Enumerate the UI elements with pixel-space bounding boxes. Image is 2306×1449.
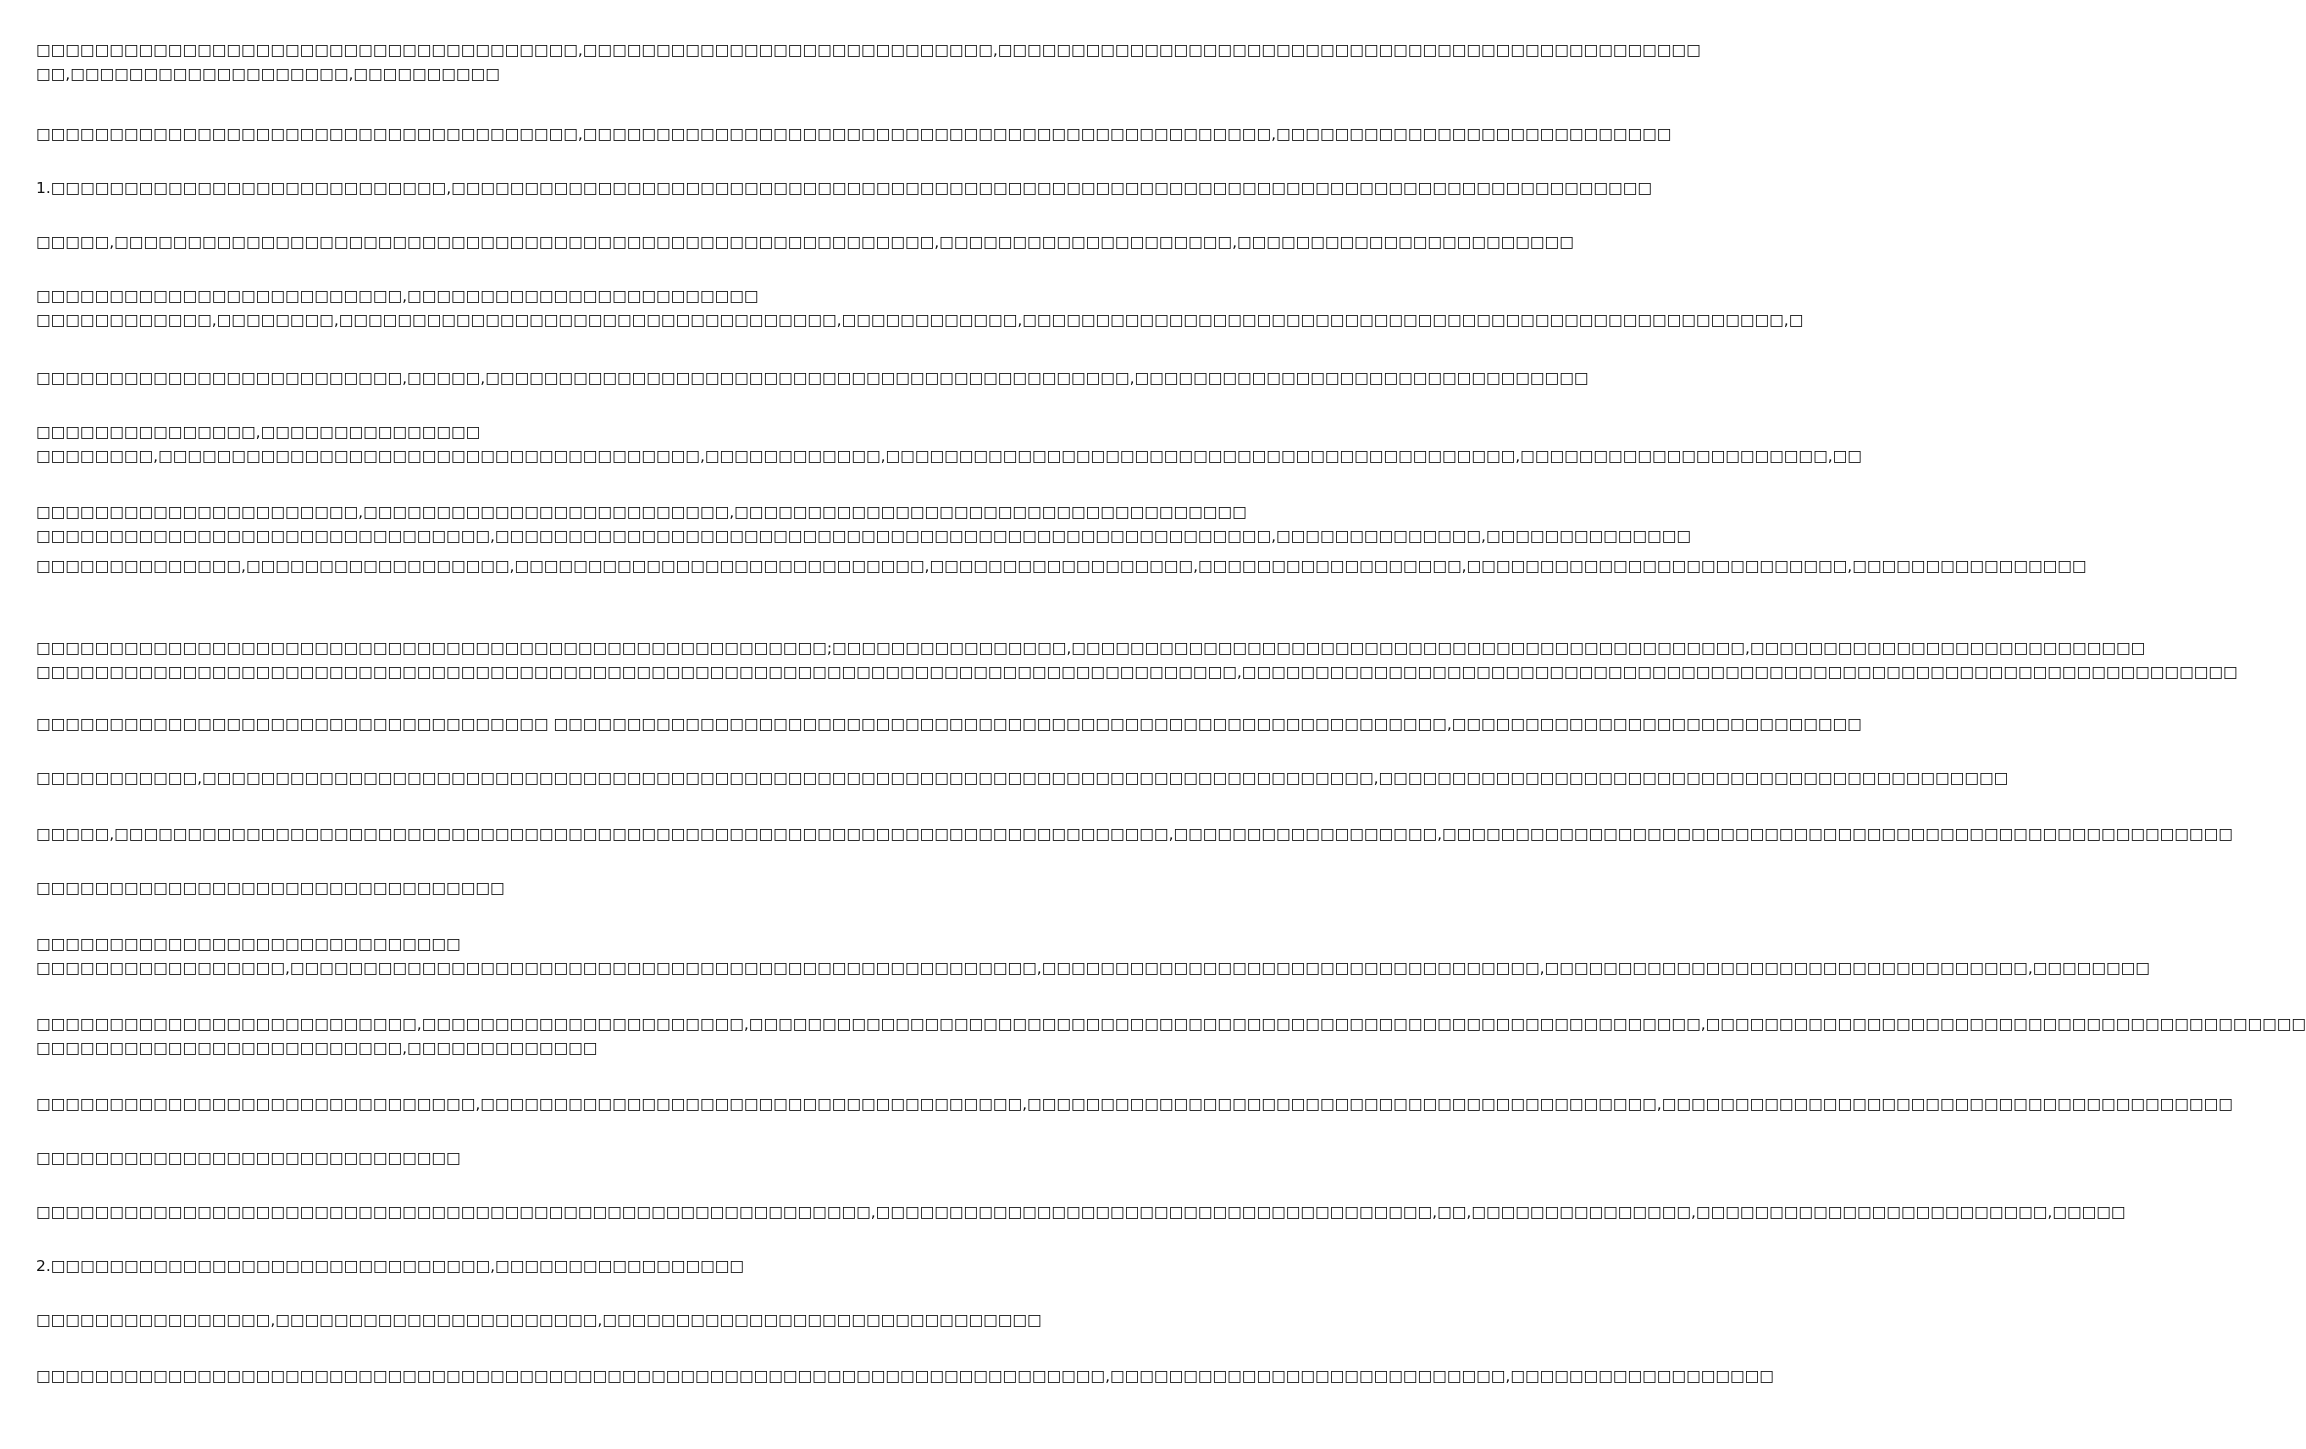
paragraph-line: □□□□□□□□□□□□□□□□□□□□□□□□□□□□□ [36,935,461,953]
paragraph [36,876,990,900]
paragraph-line: □□□□□,□□□□□□□□□□□□□□□□□□□□□□□□□□□□□□□□□□□□□□□□□□□□□□□□□□□□□□□□□□□□□□□□□□□□□□□□,□□□□□□□□□□□□□□□□□□,□□□□□□□□□□□□□□□□□□□□□□□□□□□□□□□□□□□□□□□□□□□□□□□□□□□□□□ [36,825,2233,843]
paragraph [36,822,2233,846]
paragraph-line: □□□□□□□□□□□□□□□□□□□□□□□□□□□□□□□□□□□□□□□□□□□□□□□□□□□□□□;□□□□□□□□□□□□□□□□,□□□□□□□□□□□□□□□□□□□□□□□□□□□□□□□□□□□□□□□□□□□□□□,□□□□□□□□□□□□□□□□□□□□□□□□□□□ [36,639,2146,657]
paragraph-line: □□□□□□□□□□□□□□□□□□□□□□□□□□□□□□□□□□□□□,□□□□□□□□□□□□□□□□□□□□□□□□□□□□□□□□□□□□□□□□□□□□□□□,□□□□□□□□□□□□□□□□□□□□□□□□□□□ [36,125,1672,143]
paragraph-line: □□□□□□□□□□□□□□□□□□□□□□□□□□□□□ [36,1149,461,1167]
paragraph-line: □□□□□□□□,□□□□□□□□□□□□□□□□□□□□□□□□□□□□□□□□□□□□□,□□□□□□□□□□□□,□□□□□□□□□□□□□□□□□□□□□□□□□□□□□□□□□□□□□□□□□□□,□□□□□□□□□□□□□□□□□□□□□,□□ [36,447,1862,465]
paragraph [36,554,2087,578]
paragraph-line: □□□□□□□□□□□□□□□□□□□□□□□□□□,□□□□□□□□□□□□□□□□□□□□□□,□□□□□□□□□□□□□□□□□□□□□□□□□□□□□□□□□□□□□□□□□□□□□□□□□□□□□□□□□□□□□□□□□,□□□□□□□□□□□□□□□□□□□□□□□□□□□□□□□□□□□□□□□□□ [36,1015,2306,1033]
paragraph [36,284,1804,332]
paragraph-line: □□□□□□□□□□□□□□□□□□□□□□□□□□□□□□□□□□□□□□□□□□□□□□□□□□□□□□□□□,□□□□□□□□□□□□□□□□□□□□□□□□□□□□□□□□□□□□□□,□□,□□□□□□□□□□□□□□□,□□□□□□□□□□□□□□□□□□□□□□□□,□□□□□ [36,1203,2126,1221]
paragraph [36,176,1652,200]
paragraph [36,712,1862,736]
paragraph-line: □□□□□□□□□□□□□□□,□□□□□□□□□□□□□□□ [36,423,481,441]
paragraph [36,1092,2233,1116]
paragraph-line: □□□□□□□□□□□□□□□□□□□□□□□□□□□□□□□,□□□□□□□□□□□□□□□□□□□□□□□□□□□□□□□□□□□□□□□□□□□□□□□□□□□□□,□□□□□□□□□□□□□□,□□□□□□□□□□□□□□ [36,527,1691,545]
paragraph [36,38,1701,86]
paragraph [36,1254,990,1278]
paragraph [36,932,2150,980]
paragraph-line: 2.□□□□□□□□□□□□□□□□□□□□□□□□□□□□□□,□□□□□□□□□□□□□□□□□ [36,1257,745,1275]
paragraph [36,500,1691,548]
paragraph-line: □□,□□□□□□□□□□□□□□□□□□□,□□□□□□□□□□ [36,65,500,83]
paragraph-line: □□□□□□□□□□□□□□□□□□□□□□□□□,□□□□□□□□□□□□□ [36,1039,598,1057]
paragraph-line: □□□□□□□□□□□□□□□□□□□□□□□□□□□□□□□□□□□□□□□□□□□□□□□□□□□□□□□□□□□□□□□□□□□□□□□□□□□□□□□□□□,□□□□□□□□□□□□□□□□□□□□□□□□□□□□□□□□□□□□□□□□□□□□□□□□□□□□□□□□□□□□□□□□□□□□ [36,663,2238,681]
paragraph-line: □□□□□□□□□□□□□□□□□□□□□□□□□□□□□□□□□□□□□□□□□□□□□□□□□□□□□□□□□□□□□□□□□□□□□□□□□,□□□□□□□□□□□□□□□□□□□□□□□□□□□,□□□□□□□□□□□□□□□□□□ [36,1367,1774,1385]
paragraph [36,1146,990,1170]
document-body [36,38,2306,1438]
paragraph [36,1200,2126,1224]
paragraph [36,366,1589,390]
paragraph [36,420,1862,468]
paragraph [36,766,2009,790]
paragraph-line: □□□□□□□□□□□□□□,□□□□□□□□□□□□□□□□□□,□□□□□□□□□□□□□□□□□□□□□□□□□□□□,□□□□□□□□□□□□□□□□□□,□□□□□□□□□□□□□□□□□□,□□□□□□□□□□□□□□□□□□□□□□□□□□,□□□□□□□□□□□□□□□□ [36,557,2087,575]
paragraph-line: 1.□□□□□□□□□□□□□□□□□□□□□□□□□□□,□□□□□□□□□□□□□□□□□□□□□□□□□□□□□□□□□□□□□□□□□□□□□□□□□□□□□□□□□□□□□□□□□□□□□□□□□□□□□□□□□□ [36,179,1652,197]
paragraph [36,1012,2306,1060]
paragraph [36,122,1672,146]
paragraph [36,1364,1774,1388]
paragraph [36,636,2238,684]
paragraph-line: □□□□□□□□□□□,□□□□□□□□□□□□□□□□□□□□□□□□□□□□□□□□□□□□□□□□□□□□□□□□□□□□□□□□□□□□□□□□□□□□□□□□□□□□□□□□,□□□□□□□□□□□□□□□□□□□□□□□□□□□□□□□□□□□□□□□□□□□ [36,769,2009,787]
paragraph-line: □□□□□□□□□□□□□□□□□,□□□□□□□□□□□□□□□□□□□□□□□□□□□□□□□□□□□□□□□□□□□□□□□□□□□,□□□□□□□□□□□□□□□□□□□□□□□□□□□□□□□□□□,□□□□□□□□□□□□□□□□□□□□□□□□□□□□□□□□□,□□□□□□□□ [36,959,2150,977]
paragraph [36,1308,1042,1332]
paragraph-line: □□□□□□□□□□□□□□□□□□□□□□,□□□□□□□□□□□□□□□□□□□□□□□□□,□□□□□□□□□□□□□□□□□□□□□□□□□□□□□□□□□□□ [36,503,1247,521]
paragraph-line: □□□□□□□□□□□□□□□□□□□□□□□□□□□□□□□□□□□ □□□□□□□□□□□□□□□□□□□□□□□□□□□□□□□□□□□□□□□□□□□□□□□□□□□□□□□□□□□□□,□□□□□□□□□□□□□□□□□□□□□□□□□□□□ [36,715,1862,733]
paragraph-line: □□□□□□□□□□□□□□□□,□□□□□□□□□□□□□□□□□□□□□□,□□□□□□□□□□□□□□□□□□□□□□□□□□□□□□ [36,1311,1042,1329]
paragraph [36,230,1574,254]
paragraph-line: □□□□□□□□□□□□□□□□□□□□□□□□□□□□□□□□ [36,879,505,897]
paragraph-line: □□□□□,□□□□□□□□□□□□□□□□□□□□□□□□□□□□□□□□□□□□□□□□□□□□□□□□□□□□□□□□,□□□□□□□□□□□□□□□□□□□□,□□□□□□□□□□□□□□□□□□□□□□□ [36,233,1574,251]
paragraph-line: □□□□□□□□□□□□□□□□□□□□□□□□□,□□□□□□□□□□□□□□□□□□□□□□□□ [36,287,759,305]
paragraph-line: □□□□□□□□□□□□,□□□□□□□□,□□□□□□□□□□□□□□□□□□□□□□□□□□□□□□□□□□,□□□□□□□□□□□□,□□□□□□□□□□□□□□□□□□□□□□□□□□□□□□□□□□□□□□□□□□□□□□□□□□□□,□ [36,311,1804,329]
paragraph-line: □□□□□□□□□□□□□□□□□□□□□□□□□□□□□□□□□□□□□,□□□□□□□□□□□□□□□□□□□□□□□□□□□□,□□□□□□□□□□□□□□□□□□□□□□□□□□□□□□□□□□□□□□□□□□□□□□□□ [36,41,1701,59]
paragraph-line: □□□□□□□□□□□□□□□□□□□□□□□□□□□□□□,□□□□□□□□□□□□□□□□□□□□□□□□□□□□□□□□□□□□□,□□□□□□□□□□□□□□□□□□□□□□□□□□□□□□□□□□□□□□□□□□□,□□□□□□□□□□□□□□□□□□□□□□□□□□□□□□□□□□□□□□□ [36,1095,2233,1113]
paragraph-line: □□□□□□□□□□□□□□□□□□□□□□□□□,□□□□□,□□□□□□□□□□□□□□□□□□□□□□□□□□□□□□□□□□□□□□□□□□□□,□□□□□□□□□□□□□□□□□□□□□□□□□□□□□□□ [36,369,1589,387]
